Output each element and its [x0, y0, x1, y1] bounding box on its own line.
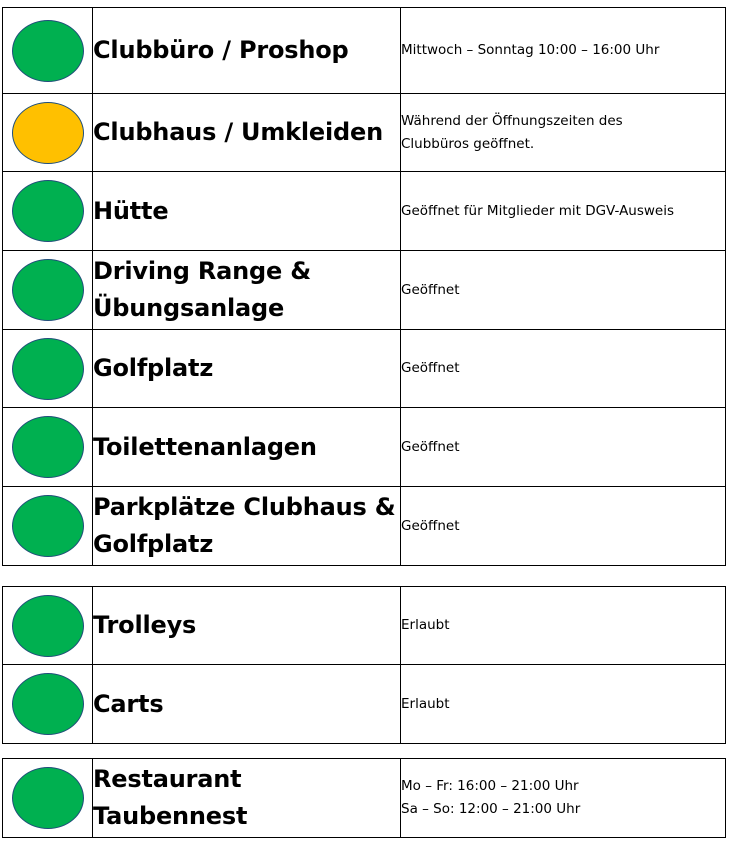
facility-name: Driving Range & Übungsanlage: [93, 251, 401, 330]
facility-name: Golfplatz: [93, 330, 401, 408]
facility-name: Clubbüro / Proshop: [93, 8, 401, 94]
status-row-driving-range: [3, 251, 726, 330]
facility-info: Geöffnet: [401, 330, 726, 408]
status-light-icon: [12, 595, 84, 657]
facility-info: Während der Öffnungszeiten des Clubbüros geöffnet.: [401, 94, 726, 172]
facility-name: Parkplätze Clubhaus & Golfplatz: [93, 487, 401, 566]
status-light-icon: [12, 102, 84, 164]
status-row-clubbuero: [3, 8, 726, 94]
facility-name: Clubhaus / Umkleiden: [93, 94, 401, 172]
status-row-golfplatz: [3, 330, 726, 408]
status-row-clubhaus: [3, 94, 726, 172]
facility-info: Mittwoch – Sonntag 10:00 – 16:00 Uhr: [401, 8, 726, 94]
status-light-icon: [12, 338, 84, 400]
status-light-icon: [12, 259, 84, 321]
status-light-icon: [12, 180, 84, 242]
facility-info: Geöffnet: [401, 251, 726, 330]
status-light-icon: [12, 495, 84, 557]
status-row-toiletten: [3, 408, 726, 487]
facility-info: Erlaubt: [401, 665, 726, 744]
facility-status-table: [2, 7, 726, 566]
status-row-huette: [3, 172, 726, 251]
facility-info: Geöffnet für Mitglieder mit DGV-Ausweis: [401, 172, 726, 251]
facility-name: Hütte: [93, 172, 401, 251]
restaurant-status-table: [2, 758, 726, 838]
facility-info: Geöffnet: [401, 487, 726, 566]
facility-name: Trolleys: [93, 587, 401, 665]
facility-name: Carts: [93, 665, 401, 744]
facility-info: Geöffnet: [401, 408, 726, 487]
facility-name: Restaurant Taubennest: [93, 759, 401, 838]
facility-info: Erlaubt: [401, 587, 726, 665]
status-light-icon: [12, 416, 84, 478]
status-row-trolleys: [3, 587, 726, 665]
status-row-parkplaetze: [3, 487, 726, 566]
facility-name: Toilettenanlagen: [93, 408, 401, 487]
status-row-restaurant: [3, 759, 726, 838]
status-light-icon: [12, 673, 84, 735]
status-light-icon: [12, 767, 84, 829]
status-row-carts: [3, 665, 726, 744]
facility-info: Mo – Fr: 16:00 – 21:00 Uhr Sa – So: 12:00 – 21:00 Uhr: [401, 759, 726, 838]
status-light-icon: [12, 20, 84, 82]
equipment-status-table: [2, 586, 726, 744]
